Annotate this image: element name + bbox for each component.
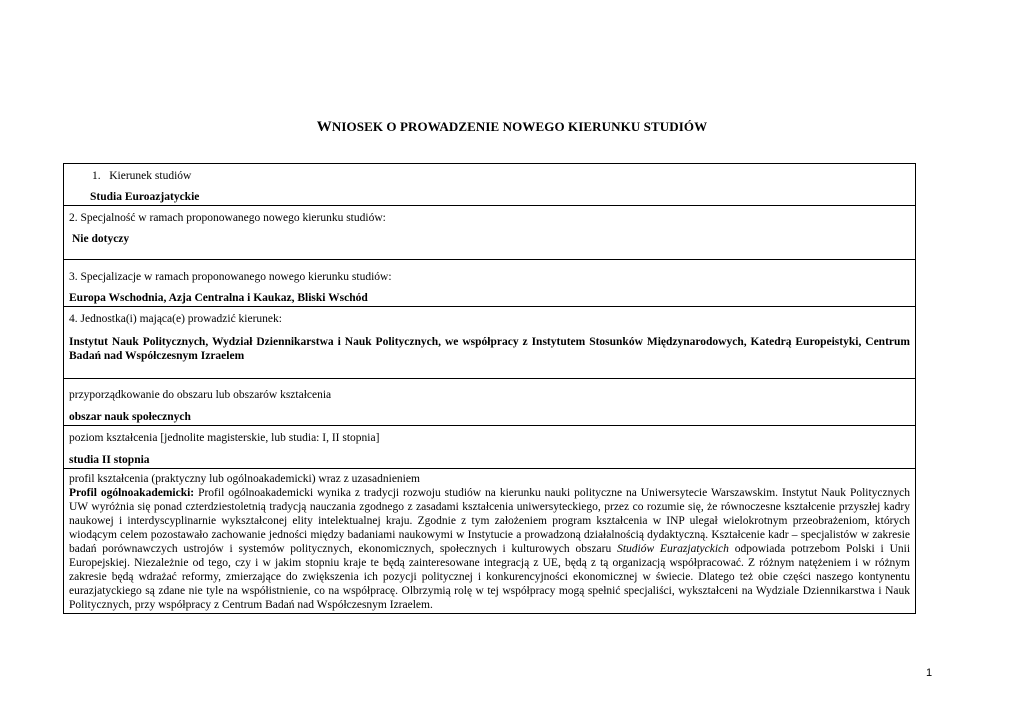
section-row-field-of-study — [64, 164, 916, 206]
application-form-table — [63, 163, 916, 614]
section-value: Instytut Nauk Politycznych, Wydział Dziennikarstwa i Nauk Politycznych, we współpracy z Instytutem Stosunków Międzynarodowych, Katedrą Europeistyki, Centrum Badań nad Współczesnym Izraelem — [69, 336, 910, 362]
section-row-area — [64, 379, 916, 426]
section-label: 3. Specjalizacje w ramach proponowanego nowego kierunku studiów: — [69, 271, 392, 283]
section-row-specializations — [64, 260, 916, 307]
section-row-specialty — [64, 206, 916, 260]
section-label: 2. Specjalność w ramach proponowanego nowego kierunku studiów: — [69, 212, 386, 224]
profile-text-1: Profil ogólnoakademicki wynika z tradycji rozwoju studiów na kierunku nauki polityczne na Uniwersytecie Warszawskim. Instytut Nauk Politycznych UW wyróżnia się ponad czterdziestoletnią tradycją nauczania zgodnego z zasadami kształcenia uniwersyteckiego, przez co rozumie się, że równoczesne kształcenie przyszłej kadry naukowej i interdyscyplinarnie wykształconej elity intelektualnej kraju. Zgodnie z tym założeniem program kształcenia w INP ulegał wielokrotnym przeobrażeniom, których wiodącym celem pozostawało zachowanie jedności między badaniami naukowymi w Instytucie a prowadzoną działalnością dydaktyczną. Kształcenie kadr – specjalistów w zakresie badań porównawczych ustrojów i systemów politycznych, ekonomicznych, społecznych i kulturowych obszaru — [69, 487, 910, 555]
profile-italic-term: Studiów Eurazjatyckich — [617, 543, 729, 555]
section-value: Europa Wschodnia, Azja Centralna i Kaukaz, Bliski Wschód — [69, 292, 368, 304]
section-value: Nie dotyczy — [72, 233, 130, 245]
section-label: 1. Kierunek studiów — [92, 170, 192, 182]
title-rest: NIOSEK O PROWADZENIE NOWEGO KIERUNKU STUDIÓW — [331, 119, 708, 134]
document-title — [0, 119, 1024, 136]
section-label: 4. Jednostka(i) mająca(e) prowadzić kierunek: — [69, 313, 282, 325]
profile-heading: Profil ogólnoakademicki: — [69, 487, 195, 499]
section-row-profile — [64, 469, 916, 614]
section-label: profil kształcenia (praktyczny lub ogólnoakademicki) wraz z uzasadnieniem — [69, 473, 420, 485]
section-row-units — [64, 307, 916, 379]
section-value: obszar nauk społecznych — [69, 411, 191, 423]
section-label: przyporządkowanie do obszaru lub obszarów kształcenia — [69, 389, 332, 401]
profile-justification — [69, 486, 910, 612]
profile-text-2: odpowiada potrzebom Polski i Unii Europejskiej. Niezależnie od tego, czy i w jakim stopniu kraje te będą zainteresowane integracją z UE, będą z tą organizacją współpracować. Z różnym natężeniem i w różnym zakresie będą wdrażać reformy, zmierzające do zwiększenia ich pozycji politycznej i konkurencyjności ekonomicznej w świecie. Dlatego też obie części naszego kontynentu eurazjatyckiego są zdane nie tyle na współistnienie, co na współpracę. Olbrzymią rolę w tej współpracy mogą spełnić specjaliści, wykształceni na Wydziale Dziennikarstwa i Nauk Politycznych, przy współpracy z Centrum Badań nad Współczesnym Izraelem. — [69, 543, 911, 611]
title-initial: W — [316, 119, 332, 135]
section-row-level — [64, 426, 916, 469]
section-value: Studia Euroazjatyckie — [90, 191, 200, 203]
section-value: studia II stopnia — [69, 454, 150, 466]
section-label: poziom kształcenia [jednolite magisterskie, lub studia: I, II stopnia] — [69, 432, 380, 444]
page-number: 1 — [926, 667, 933, 679]
